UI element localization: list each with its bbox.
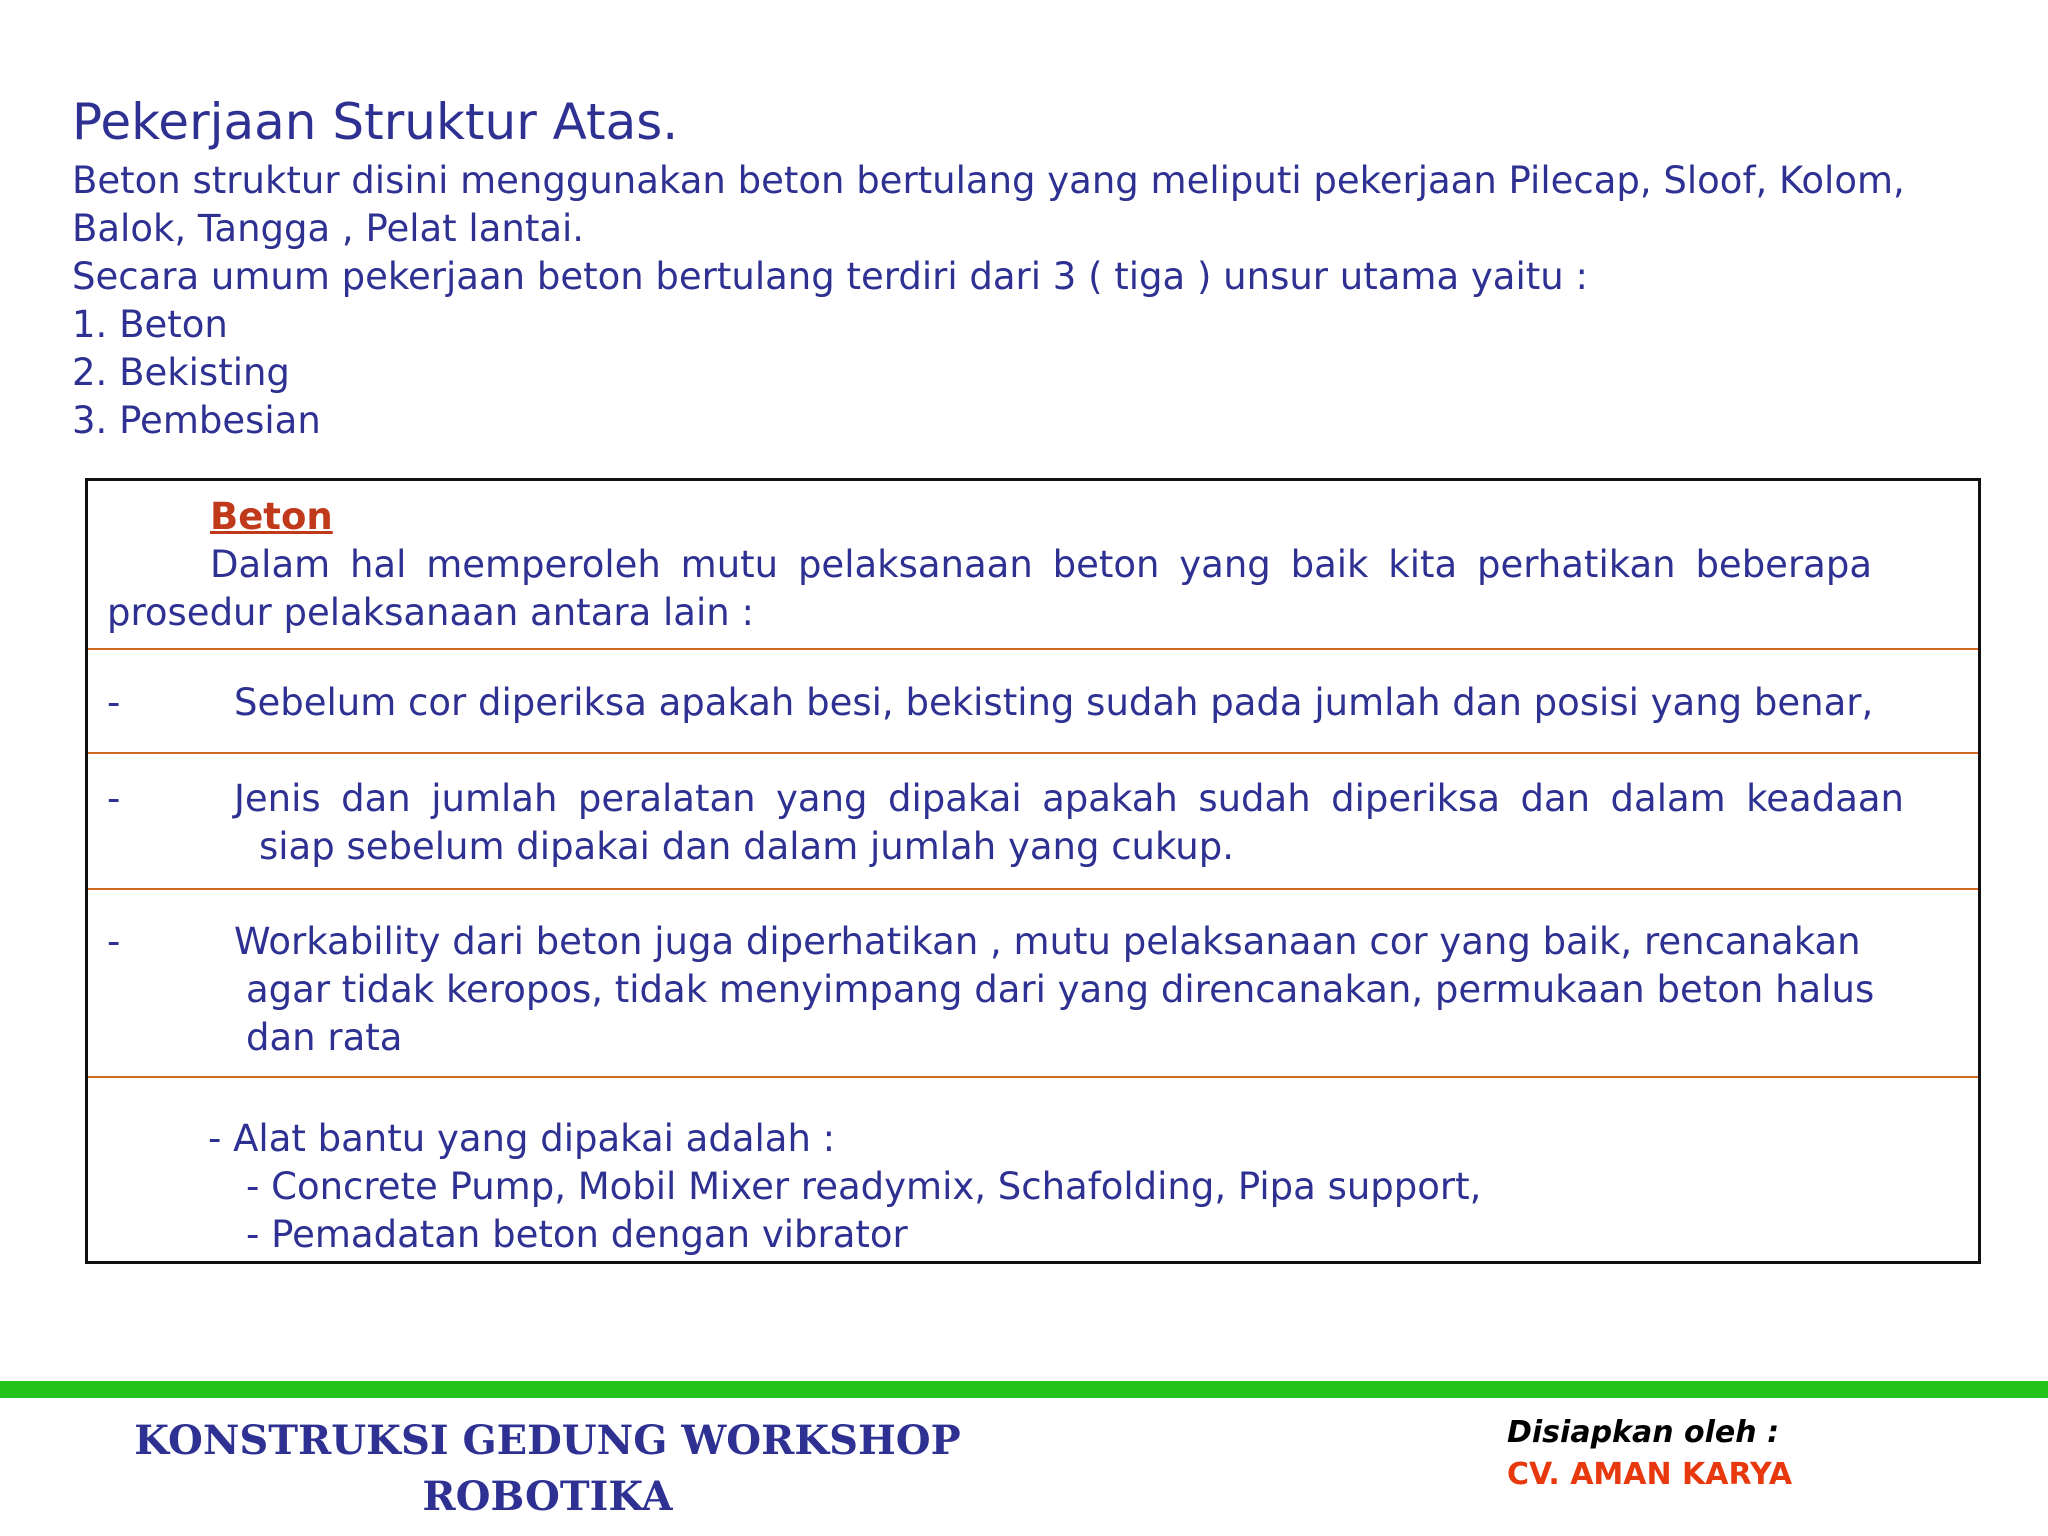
intro-line: Secara umum pekerjaan beton bertulang terdiri dari 3 ( tiga ) unsur utama yaitu : [72,255,1588,298]
table-row [88,775,1978,875]
bullet-dash: - [107,920,121,963]
prepared-by-block [1507,1412,1792,1496]
company-name: CV. AMAN KARYA [1507,1457,1793,1492]
row-text: agar tidak keropos, tidak menyimpang dari yang direncanakan, permukaan beton halus [246,968,1875,1011]
project-name [0,1413,1095,1525]
page-title: Pekerjaan Struktur Atas. [72,93,679,151]
table-row [88,918,1978,1068]
project-name-line: KONSTRUKSI GEDUNG WORKSHOP [134,1417,961,1464]
footer-bar [0,1381,2048,1398]
row-divider [88,648,1978,650]
intro-line: Balok, Tangga , Pelat lantai. [72,207,585,250]
beton-procedure-table [85,478,1981,1264]
row-text: siap sebelum dipakai dan dalam jumlah yang cukup. [259,825,1234,868]
row-text: Jenis dan jumlah peralatan yang dipakai apakah sudah diperiksa dan dalam keadaan [234,777,1904,820]
table-row-heading [88,493,1978,653]
row-text: - Pemadatan beton dengan vibrator [246,1213,908,1256]
prepared-by-label: Disiapkan oleh : [1507,1415,1780,1450]
list-item-bekisting: 2. Bekisting [72,351,290,394]
row-divider [88,1076,1978,1078]
section-intro-line: prosedur pelaksanaan antara lain : [107,591,754,634]
bullet-dash: - [107,681,121,724]
row-text: Sebelum cor diperiksa apakah besi, bekisting sudah pada jumlah dan posisi yang benar, [234,681,1874,724]
list-item-beton: 1. Beton [72,303,228,346]
intro-text [72,157,1905,445]
bullet-dash: - [107,777,121,820]
table-row [88,1115,1978,1265]
table-row [88,679,1978,739]
row-text: - Concrete Pump, Mobil Mixer readymix, Schafolding, Pipa support, [246,1165,1482,1208]
row-divider [88,888,1978,890]
list-item-pembesian: 3. Pembesian [72,399,321,442]
row-text: Workability dari beton juga diperhatikan , mutu pelaksanaan cor yang baik, rencanakan [234,920,1861,963]
section-heading: Beton [210,495,333,538]
row-text: - Alat bantu yang dipakai adalah : [208,1117,836,1160]
row-divider [88,752,1978,754]
section-intro-line: Dalam hal memperoleh mutu pelaksanaan beton yang baik kita perhatikan beberapa [210,543,1872,586]
intro-line: Beton struktur disini menggunakan beton bertulang yang meliputi pekerjaan Pilecap, Sloof, Kolom, [72,159,1905,202]
row-text: dan rata [246,1016,403,1059]
project-name-line: ROBOTIKA [422,1473,673,1520]
